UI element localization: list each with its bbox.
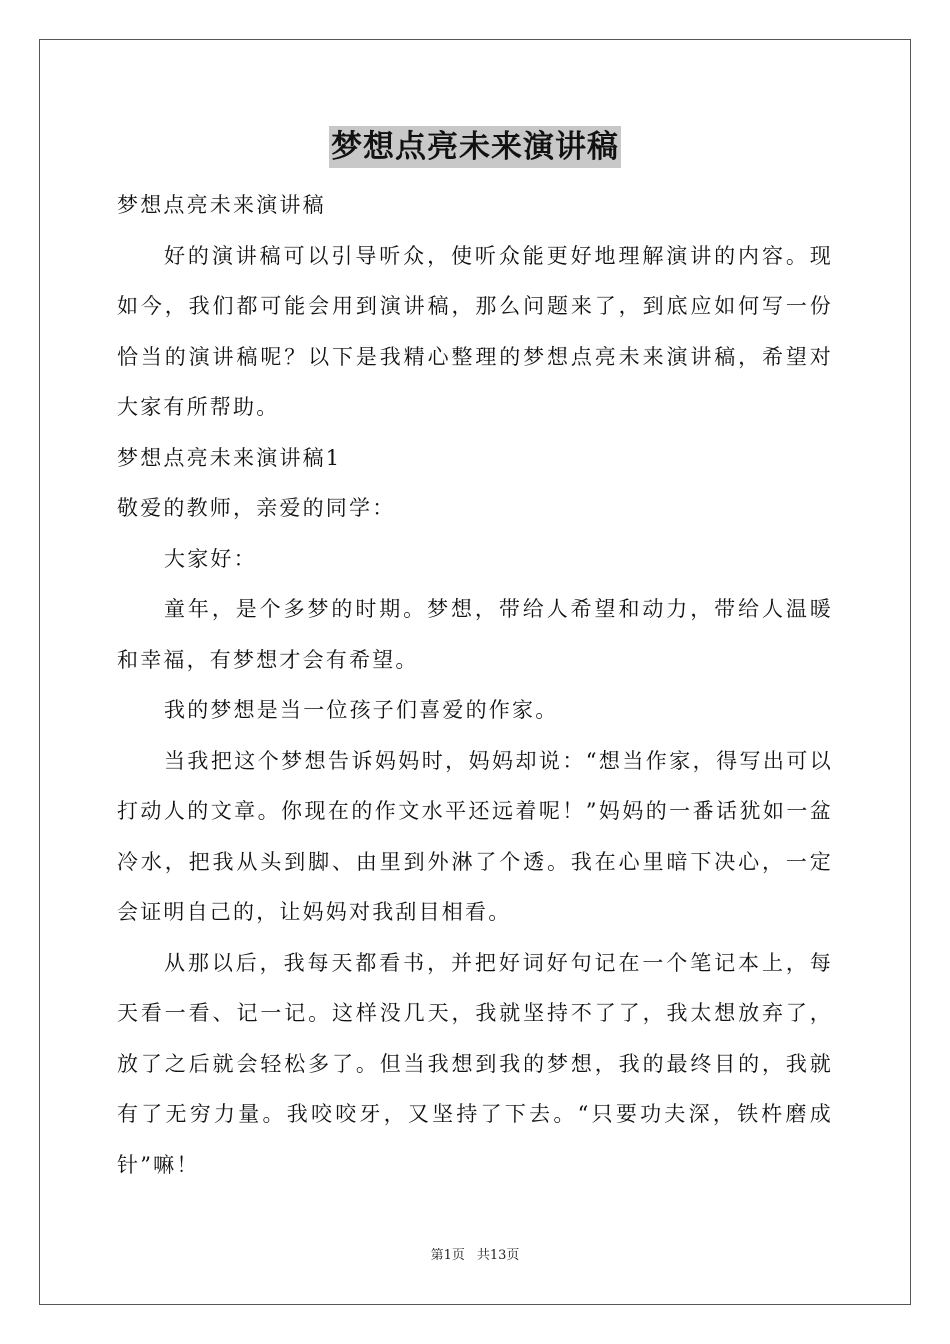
paragraph-greeting: 大家好： <box>164 546 257 571</box>
document-body <box>117 180 833 1190</box>
paragraph-section-heading: 梦想点亮未来演讲稿1 <box>117 445 342 470</box>
page-total: 共13页 <box>476 1248 520 1263</box>
page-number: 第1页 <box>430 1248 465 1263</box>
title-container <box>0 126 950 168</box>
document-title: 梦想点亮未来演讲稿 <box>329 126 621 168</box>
paragraph-subtitle: 梦想点亮未来演讲稿 <box>117 193 326 217</box>
paragraph-body: 从那以后，我每天都看书，并把好词好句记在一个笔记本上，每天看一看、记一记。这样没几天，我就坚持不了了，我太想放弃了，放了之后就会轻松多了。但当我想到我的梦想，我的最终目的，我就有了无穷力量。我咬咬牙，又坚持了下去。“只要功夫深，铁杵磨成针”嘛！ <box>117 950 833 1177</box>
paragraph-intro: 好的演讲稿可以引导听众，使听众能更好地理解演讲的内容。现如今，我们都可能会用到演讲稿，那么问题来了，到底应如何写一份恰当的演讲稿呢？以下是我精心整理的梦想点亮未来演讲稿，希望对大家有所帮助。 <box>117 243 833 419</box>
paragraph-body: 我的梦想是当一位孩子们喜爱的作家。 <box>164 698 559 722</box>
paragraph-salutation: 敬爱的教师，亲爱的同学： <box>117 496 396 520</box>
page-footer <box>0 1244 950 1263</box>
paragraph-body: 童年，是个多梦的时期。梦想，带给人希望和动力，带给人温暖和幸福，有梦想才会有希望。 <box>117 597 833 672</box>
paragraph-body: 当我把这个梦想告诉妈妈时，妈妈却说：“想当作家，得写出可以打动人的文章。你现在的作文水平还远着呢！”妈妈的一番话犹如一盆冷水，把我从头到脚、由里到外淋了个透。我在心里暗下决心，一定会证明自己的，让妈妈对我刮目相看。 <box>117 748 833 924</box>
